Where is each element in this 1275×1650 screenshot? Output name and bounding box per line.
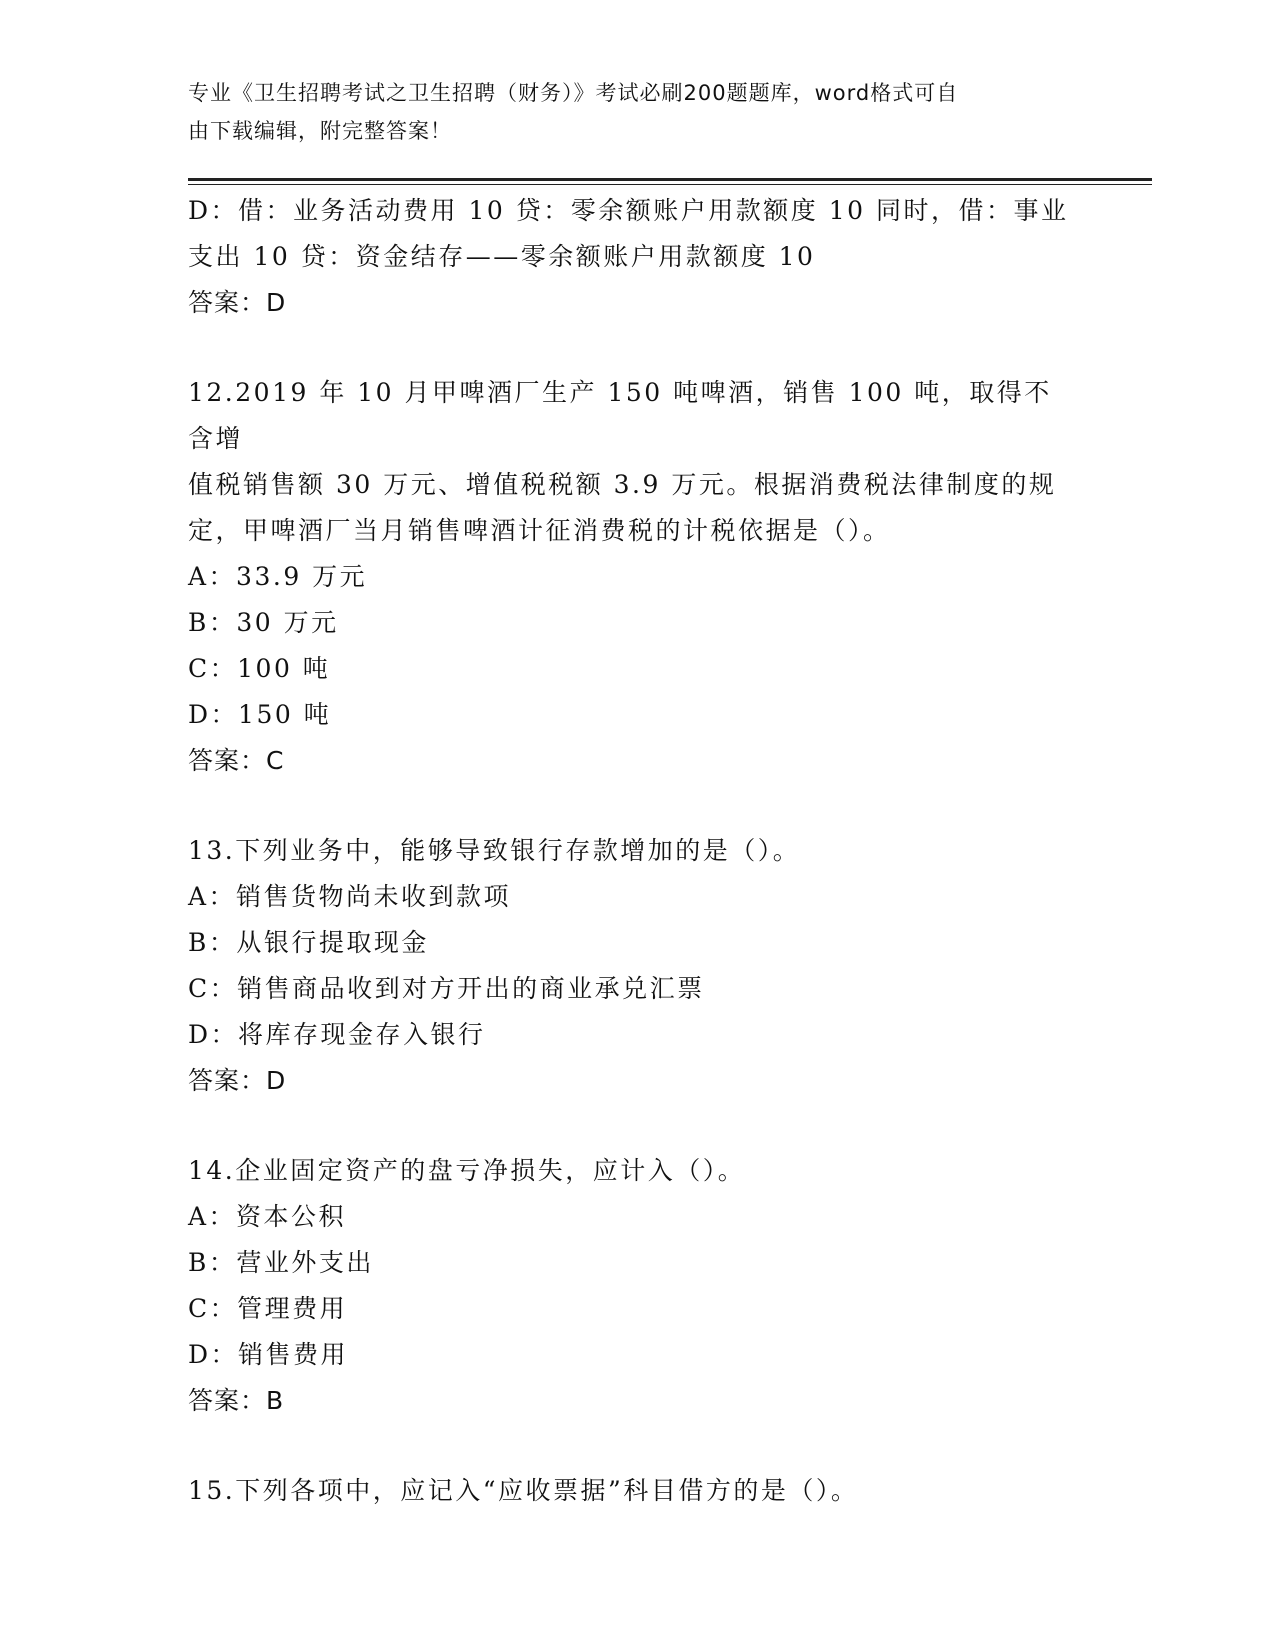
option-d: D：150 吨 <box>188 700 332 729</box>
question-stem: 15.下列各项中，应记入“应收票据”科目借方的是（）。 <box>188 1476 859 1505</box>
question-11-continuation <box>188 188 1078 326</box>
option-d: D：销售费用 <box>188 1340 349 1369</box>
header-divider-thick <box>188 178 1152 181</box>
answer-line: 答案：C <box>188 746 285 775</box>
option-a: A：资本公积 <box>188 1202 347 1231</box>
header-line-1: 专业《卫生招聘考试之卫生招聘（财务）》考试必刷200题题库，word格式可自 <box>188 81 959 105</box>
question-stem: 14.企业固定资产的盘亏净损失，应计入（）。 <box>188 1156 746 1185</box>
option-a: A：33.9 万元 <box>188 562 368 591</box>
question-stem-continued: 值税销售额 30 万元、增值税税额 3.9 万元。根据消费税法律制度的规 <box>188 470 1057 499</box>
spacer <box>188 784 1078 828</box>
option-d: D：借：业务活动费用 10 贷：零余额账户用款额度 10 同时，借：事业 <box>188 196 1069 225</box>
spacer <box>188 1424 1078 1468</box>
spacer <box>188 1104 1078 1148</box>
header-line-2: 由下载编辑，附完整答案！ <box>188 119 452 143</box>
question-13 <box>188 828 1078 1104</box>
question-stem-continued: 定，甲啤酒厂当月销售啤酒计征消费税的计税依据是（）。 <box>188 516 891 545</box>
question-14 <box>188 1148 1078 1424</box>
option-c: C：销售商品收到对方开出的商业承兑汇票 <box>188 974 705 1003</box>
option-d: D：将库存现金存入银行 <box>188 1020 486 1049</box>
option-b: B：从银行提取现金 <box>188 928 429 957</box>
question-15 <box>188 1468 1078 1514</box>
header-divider-thin <box>188 184 1152 185</box>
option-b: B：30 万元 <box>188 608 339 637</box>
answer-line: 答案：D <box>188 1066 287 1095</box>
option-c: C：管理费用 <box>188 1294 348 1323</box>
spacer <box>188 326 1078 370</box>
answer-line: 答案：D <box>188 288 287 317</box>
option-b: B：营业外支出 <box>188 1248 374 1277</box>
question-12 <box>188 370 1078 784</box>
option-a: A：销售货物尚未收到款项 <box>188 882 512 911</box>
document-header <box>188 74 1068 150</box>
question-stem: 13.下列业务中，能够导致银行存款增加的是（）。 <box>188 836 801 865</box>
option-d-continued: 支出 10 贷：资金结存——零余额账户用款额度 10 <box>188 242 816 271</box>
answer-line: 答案：B <box>188 1386 285 1415</box>
option-c: C：100 吨 <box>188 654 331 683</box>
question-stem: 12.2019 年 10 月甲啤酒厂生产 150 吨啤酒，销售 100 吨，取得不含增 <box>188 378 1052 453</box>
question-list <box>188 188 1078 1514</box>
